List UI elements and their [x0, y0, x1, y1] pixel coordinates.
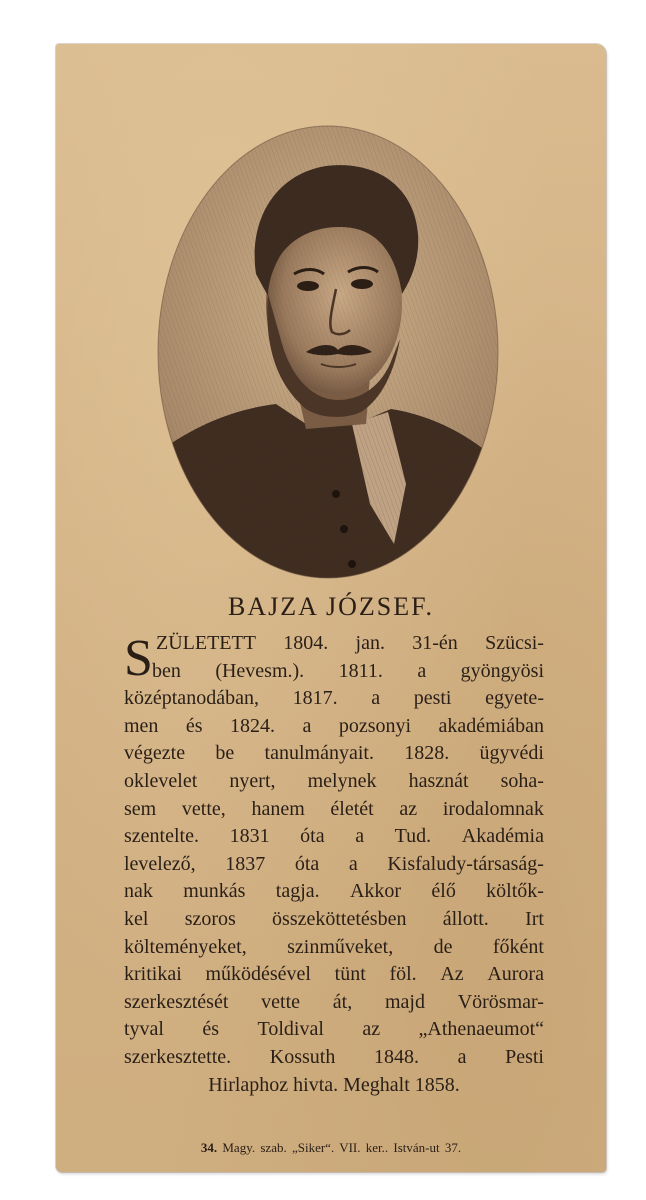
bio-word: levelező, — [124, 852, 196, 875]
bio-word: munkás — [183, 880, 246, 903]
bio-word: 1811. — [338, 659, 383, 682]
bio-line-5 — [124, 740, 544, 768]
bio-word: költők- — [486, 880, 544, 903]
bio-word: szerkesztését — [124, 990, 229, 1013]
bio-word: Akadémia — [461, 825, 544, 848]
bio-word: kel — [124, 907, 149, 930]
bio-word: egyete- — [485, 687, 544, 710]
bio-line-17: Hirlaphoz hivta. Meghalt 1858. — [208, 1073, 460, 1096]
bio-word: költeményeket, — [124, 935, 247, 958]
bio-word: föl. — [389, 963, 417, 986]
bio-word: tanulmányait. — [264, 742, 374, 765]
bio-line-3 — [124, 685, 544, 713]
bio-word: 1848. — [373, 1045, 419, 1068]
bio-dropcap: S — [124, 630, 153, 687]
bio-word: hanem — [251, 797, 305, 820]
bio-word: szoros — [184, 907, 236, 930]
bio-word: Pesti — [505, 1045, 544, 1068]
bio-word: irodalomnak — [442, 797, 544, 820]
imprint-number: 34. — [200, 1140, 218, 1155]
bio-word: 31-én — [412, 632, 458, 654]
bio-line-8 — [124, 823, 544, 851]
bio-word: pesti — [413, 687, 452, 710]
bio-line-2 — [124, 658, 544, 686]
bio-word: az — [399, 797, 418, 820]
memorial-card — [56, 44, 606, 1172]
portrait-icon — [156, 124, 500, 580]
bio-word: 1817. — [292, 687, 338, 710]
bio-word: Kossuth — [269, 1045, 336, 1068]
bio-word: Toldival — [257, 1018, 324, 1041]
bio-line-10 — [124, 878, 544, 906]
bio-word: be — [215, 742, 235, 765]
bio-word: a — [302, 714, 312, 737]
bio-line-4 — [124, 713, 544, 741]
bio-word: szinműveket, — [287, 935, 394, 958]
bio-line-15 — [124, 1016, 544, 1044]
biography-text — [124, 630, 544, 1099]
bio-line-7 — [124, 796, 544, 824]
bio-word: Vörösmar- — [457, 990, 544, 1013]
bio-word: Irt — [525, 907, 544, 930]
bio-word: akadémiában — [438, 714, 544, 737]
bio-word: vette, — [181, 797, 226, 820]
bio-word: működésével — [205, 963, 311, 986]
bio-word: állott. — [442, 907, 489, 930]
bio-word: Aurora — [487, 963, 544, 986]
bio-word: és — [185, 714, 203, 737]
bio-word: gyöngyösi — [460, 659, 544, 682]
bio-word: vette — [261, 990, 301, 1013]
bio-word: melynek — [307, 769, 377, 792]
bio-word: oklevelet — [124, 769, 198, 792]
bio-line-12 — [124, 934, 544, 962]
bio-word: majd — [384, 990, 425, 1013]
bio-word: men — [124, 714, 159, 737]
bio-word: Akkor — [349, 880, 402, 903]
bio-word: élő — [431, 880, 456, 903]
bio-word: 1828. — [404, 742, 450, 765]
bio-word: sem — [124, 797, 157, 820]
bio-word: 1824. — [230, 714, 276, 737]
bio-word: a — [355, 825, 365, 848]
bio-word: főként — [492, 935, 544, 958]
bio-word: tagja. — [275, 880, 320, 903]
bio-word: a — [348, 852, 358, 875]
bio-word: a — [417, 659, 427, 682]
bio-word: ben — [152, 659, 181, 682]
bio-word: középtanodában, — [124, 687, 259, 710]
bio-line-6 — [124, 768, 544, 796]
bio-word: végezte — [124, 742, 186, 765]
bio-word: Szücsi- — [485, 632, 544, 654]
bio-word: soha- — [500, 769, 544, 792]
bio-word: az — [362, 1018, 381, 1041]
bio-word: ügyvédi — [479, 742, 544, 765]
bio-word: szentelte. — [124, 825, 199, 848]
portrait-engraving — [156, 124, 500, 580]
bio-word: hasznát — [408, 769, 469, 792]
bio-word: a — [457, 1045, 467, 1068]
bio-line-11 — [124, 906, 544, 934]
bio-word: Kisfaludy-társaság- — [387, 852, 544, 875]
bio-word: óta — [300, 825, 325, 848]
bio-line-14 — [124, 989, 544, 1017]
bio-line-9 — [124, 851, 544, 879]
bio-line-1 — [156, 630, 544, 658]
bio-word: nak — [124, 880, 153, 903]
bio-word: tünt — [334, 963, 366, 986]
bio-word: összeköttetésben — [272, 907, 407, 930]
bio-word: szerkesztette. — [124, 1045, 232, 1068]
bio-word: ZÜLETETT — [156, 632, 256, 654]
bio-word: óta — [294, 852, 320, 875]
bio-word: a — [371, 687, 381, 710]
bio-word: életét — [330, 797, 374, 820]
bio-word: „Athenaeumot“ — [418, 1018, 544, 1041]
bio-word: és — [202, 1018, 220, 1041]
bio-word: Tud. — [394, 825, 432, 848]
bio-line-16 — [124, 1044, 544, 1072]
bio-word: 1831 — [229, 825, 270, 848]
bio-word: tyval — [124, 1018, 164, 1041]
person-name-heading: BAJZA JÓZSEF. — [228, 592, 434, 621]
bio-word: kritikai — [124, 963, 182, 986]
imprint-text: Magy. szab. „Siker“. VII. ker.. István-ut 37. — [222, 1140, 462, 1155]
bio-word: (Hevesm.). — [215, 659, 305, 682]
bio-word: pozsonyi — [338, 714, 412, 737]
bio-word: de — [433, 935, 453, 958]
bio-word: nyert, — [229, 769, 276, 792]
printer-imprint — [56, 1140, 606, 1156]
bio-line-13 — [124, 961, 544, 989]
bio-word: 1804. — [283, 632, 329, 654]
bio-word: jan. — [355, 632, 385, 654]
bio-word: 1837 — [225, 852, 266, 875]
bio-word: Az — [440, 963, 464, 986]
bio-word: át, — [332, 990, 353, 1013]
